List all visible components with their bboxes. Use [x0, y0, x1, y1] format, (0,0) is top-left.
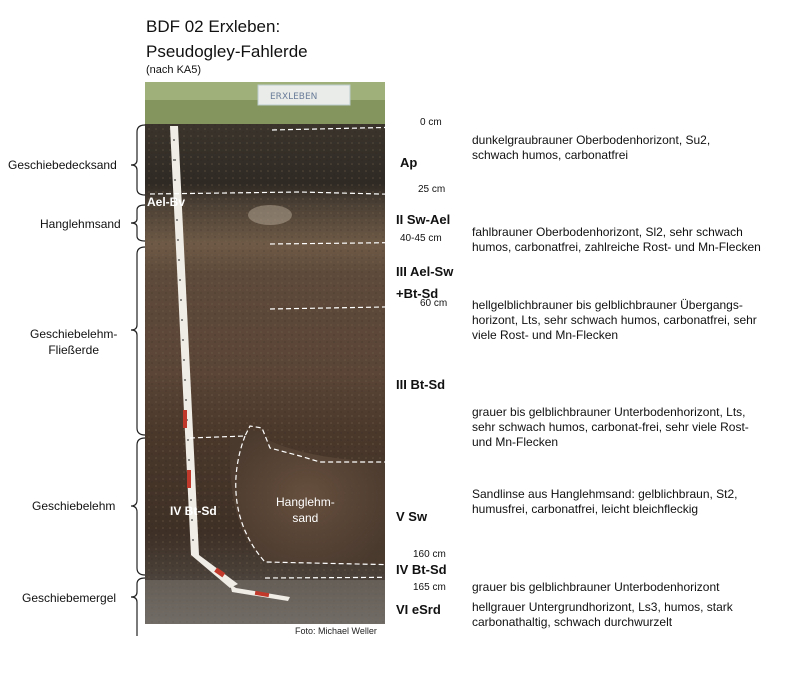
description-v-sw: Sandlinse aus Hanglehmsand: gelblichbraun, St2, humusfrei, carbonatfrei, leicht bleichfleckig [472, 487, 738, 516]
site-sign-text: ERXLEBEN [270, 92, 318, 102]
bracket-fliesserde [131, 247, 145, 435]
layer-label-geschiebedecksand: Geschiebedecksand [8, 158, 117, 172]
depth-label-0: 0 cm [420, 117, 442, 128]
bracket-hanglehmsand [131, 205, 145, 241]
layer-label-hanglehmsand: Hanglehmsand [40, 217, 121, 231]
description-iii-ael-sw: hellgelblichbrauner bis gelblichbrauner Übergangs- horizont, Lts, sehr schwach humos, carbonatfrei, sehr viele Rost- und Mn-Flecken [472, 298, 757, 342]
layer-label-geschiebelehm-fliesserde: Geschiebelehm- Fließerde [30, 327, 118, 357]
depth-label-25: 25 cm [418, 184, 446, 195]
horizon-label-ap: Ap [400, 155, 418, 170]
depth-label-60: 60 cm [420, 298, 448, 309]
depth-label-40-45: 40-45 cm [400, 233, 442, 244]
description-iii-bt-sd: grauer bis gelblichbrauner Unterbodenhorizont, Lts, sehr schwach humos, carbonat-frei, sehr viele Rost- und Mn-Flecken [472, 405, 749, 449]
source-note: (nach KA5) [146, 64, 202, 76]
horizon-label-v-sw: V Sw [396, 509, 428, 524]
photo-credit: Foto: Michael Weller [295, 626, 377, 636]
layer-brackets [131, 125, 145, 636]
photo-label-ael-bv: Ael-Bv [147, 195, 186, 209]
horizon-label-ii-sw-ael: II Sw-Ael [396, 212, 451, 227]
horizon-label-vi-esrd: VI eSrd [396, 602, 441, 617]
bracket-geschiebelehm [131, 438, 145, 575]
layer-label-geschiebelehm: Geschiebelehm [32, 499, 116, 513]
description-vi-esrd: hellgrauer Untergrundhorizont, Ls3, humos, stark carbonathaltig, schwach durchwurzelt [472, 600, 733, 629]
title-line-2: Pseudogley-Fahlerde [146, 42, 308, 61]
description-ap: dunkelgraubrauner Oberbodenhorizont, Su2, schwach humos, carbonatfrei [472, 133, 711, 162]
bracket-geschiebedecksand [131, 125, 145, 195]
horizon-label-iv-bt-sd: IV Bt-Sd [396, 562, 447, 577]
layer-label-geschiebemergel: Geschiebemergel [22, 591, 117, 605]
photo-label-iv-bt-sd: IV Bt-Sd [170, 504, 217, 518]
description-iv-bt-sd: grauer bis gelblichbrauner Unterbodenhorizont [472, 580, 720, 594]
depth-label-165: 165 cm [413, 582, 446, 593]
title-line-1: BDF 02 Erxleben: [146, 17, 281, 36]
photo-label-hanglehmsand: Hanglehm- sand [276, 495, 335, 525]
horizon-label-iii-bt-sd: III Bt-Sd [396, 377, 446, 392]
depth-label-160: 160 cm [413, 549, 446, 560]
bracket-geschiebemergel [131, 578, 145, 636]
horizon-label-iii-ael-sw: III Ael-Sw +Bt-Sd [396, 264, 454, 301]
description-ii-sw-ael: fahlbrauner Oberbodenhorizont, Sl2, sehr schwach humos, carbonatfrei, zahlreiche Rost- und Mn-Flecken [472, 225, 761, 254]
